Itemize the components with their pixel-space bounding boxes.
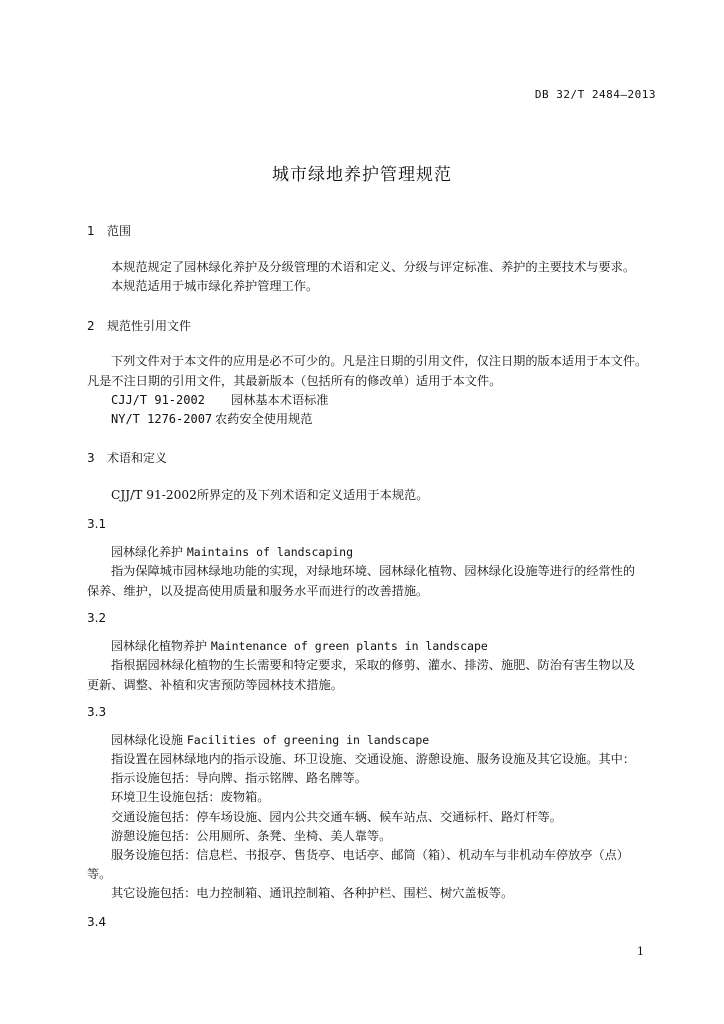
term-chinese: 园林绿化植物养护: [111, 639, 208, 653]
definition-line: 保养、维护，以及提高使用质量和服务水平而进行的改善措施。: [87, 584, 429, 598]
definition-line: 指为保障城市园林绿地功能的实现，对绿地环境、园林绿化植物、园林绿化设施等进行的经常性的: [111, 564, 636, 578]
reference-name: 农药安全使用规范: [215, 412, 313, 426]
definition-line: 等。: [87, 867, 112, 881]
paragraph-continuation: 凡是不注日期的引用文件，其最新版本（包括所有的修改单）适用于本文件。: [87, 374, 502, 388]
standard-code: DB 32/T 2484—2013: [534, 88, 656, 101]
section-1-heading: [87, 222, 131, 239]
page-number: 1: [637, 945, 644, 958]
definition-line: 指设置在园林绿地内的指示设施、环卫设施、交通设施、游憩设施、服务设施及其它设施。其中：: [111, 752, 636, 766]
reference-item: [111, 410, 313, 427]
clause-number: 3.2: [87, 611, 107, 625]
paragraph: 下列文件对于本文件的应用是必不可少的。凡是注日期的引用文件，仅注日期的版本适用于本文件。: [111, 354, 648, 368]
term-english: Maintenance of green plants in landscape: [210, 639, 488, 653]
definition-line: 服务设施包括：信息栏、书报亭、售货亭、电话亭、邮筒（箱）、机动车与非机动车停放亭（点）: [111, 848, 629, 862]
definition-line: 指示设施包括：导向牌、指示铭牌、路名牌等。: [111, 771, 367, 785]
term-heading: [111, 637, 488, 654]
clause-number: 3.4: [87, 915, 107, 929]
section-number: 1: [87, 224, 95, 238]
term-english: Facilities of greening in landscape: [186, 733, 430, 747]
definition-line: 交通设施包括：停车场设施、园内公共交通车辆、候车站点、交通标杆、路灯杆等。: [111, 810, 562, 824]
clause-number: 3.1: [87, 517, 107, 531]
definition-line: 其它设施包括：电力控制箱、通讯控制箱、各种护栏、围栏、树穴盖板等。: [111, 886, 514, 900]
definition-line: 游憩设施包括：公用厕所、条凳、坐椅、美人靠等。: [111, 829, 392, 843]
section-2-heading: [87, 317, 191, 334]
section-title: 术语和定义: [107, 451, 168, 465]
reference-item: [111, 391, 329, 408]
section-title: 范围: [107, 224, 132, 238]
term-english: Maintains of landscaping: [186, 545, 354, 559]
section-number: 2: [87, 319, 95, 333]
definition-line: 环境卫生设施包括：废物箱。: [111, 790, 270, 804]
term-chinese: 园林绿化设施: [111, 733, 184, 747]
section-3-heading: [87, 449, 167, 466]
document-title: 城市绿地养护管理规范: [272, 165, 452, 185]
term-heading: [111, 543, 353, 560]
definition-line: 指根据园林绿化植物的生长需要和特定要求，采取的修剪、灌水、排涝、施肥、防治有害生物以及: [111, 658, 636, 672]
reference-name: 园林基本术语标准: [231, 393, 329, 407]
definition-line: 更新、调整、补植和灾害预防等园林技术措施。: [87, 678, 343, 692]
reference-code: CJJ/T 91-2002: [111, 393, 205, 407]
clause-number: 3.3: [87, 705, 107, 719]
paragraph: CJJ/T 91-2002所界定的及下列术语和定义适用于本规范。: [111, 488, 429, 502]
term-chinese: 园林绿化养护: [111, 545, 184, 559]
reference-code: NY/T 1276-2007: [111, 412, 213, 426]
section-title: 规范性引用文件: [107, 319, 192, 333]
term-heading: [111, 731, 429, 748]
paragraph: 本规范适用于城市绿化养护管理工作。: [111, 279, 319, 293]
paragraph: 本规范规定了园林绿化养护及分级管理的术语和定义、分级与评定标准、养护的主要技术与要求。: [111, 260, 636, 274]
section-number: 3: [87, 451, 95, 465]
